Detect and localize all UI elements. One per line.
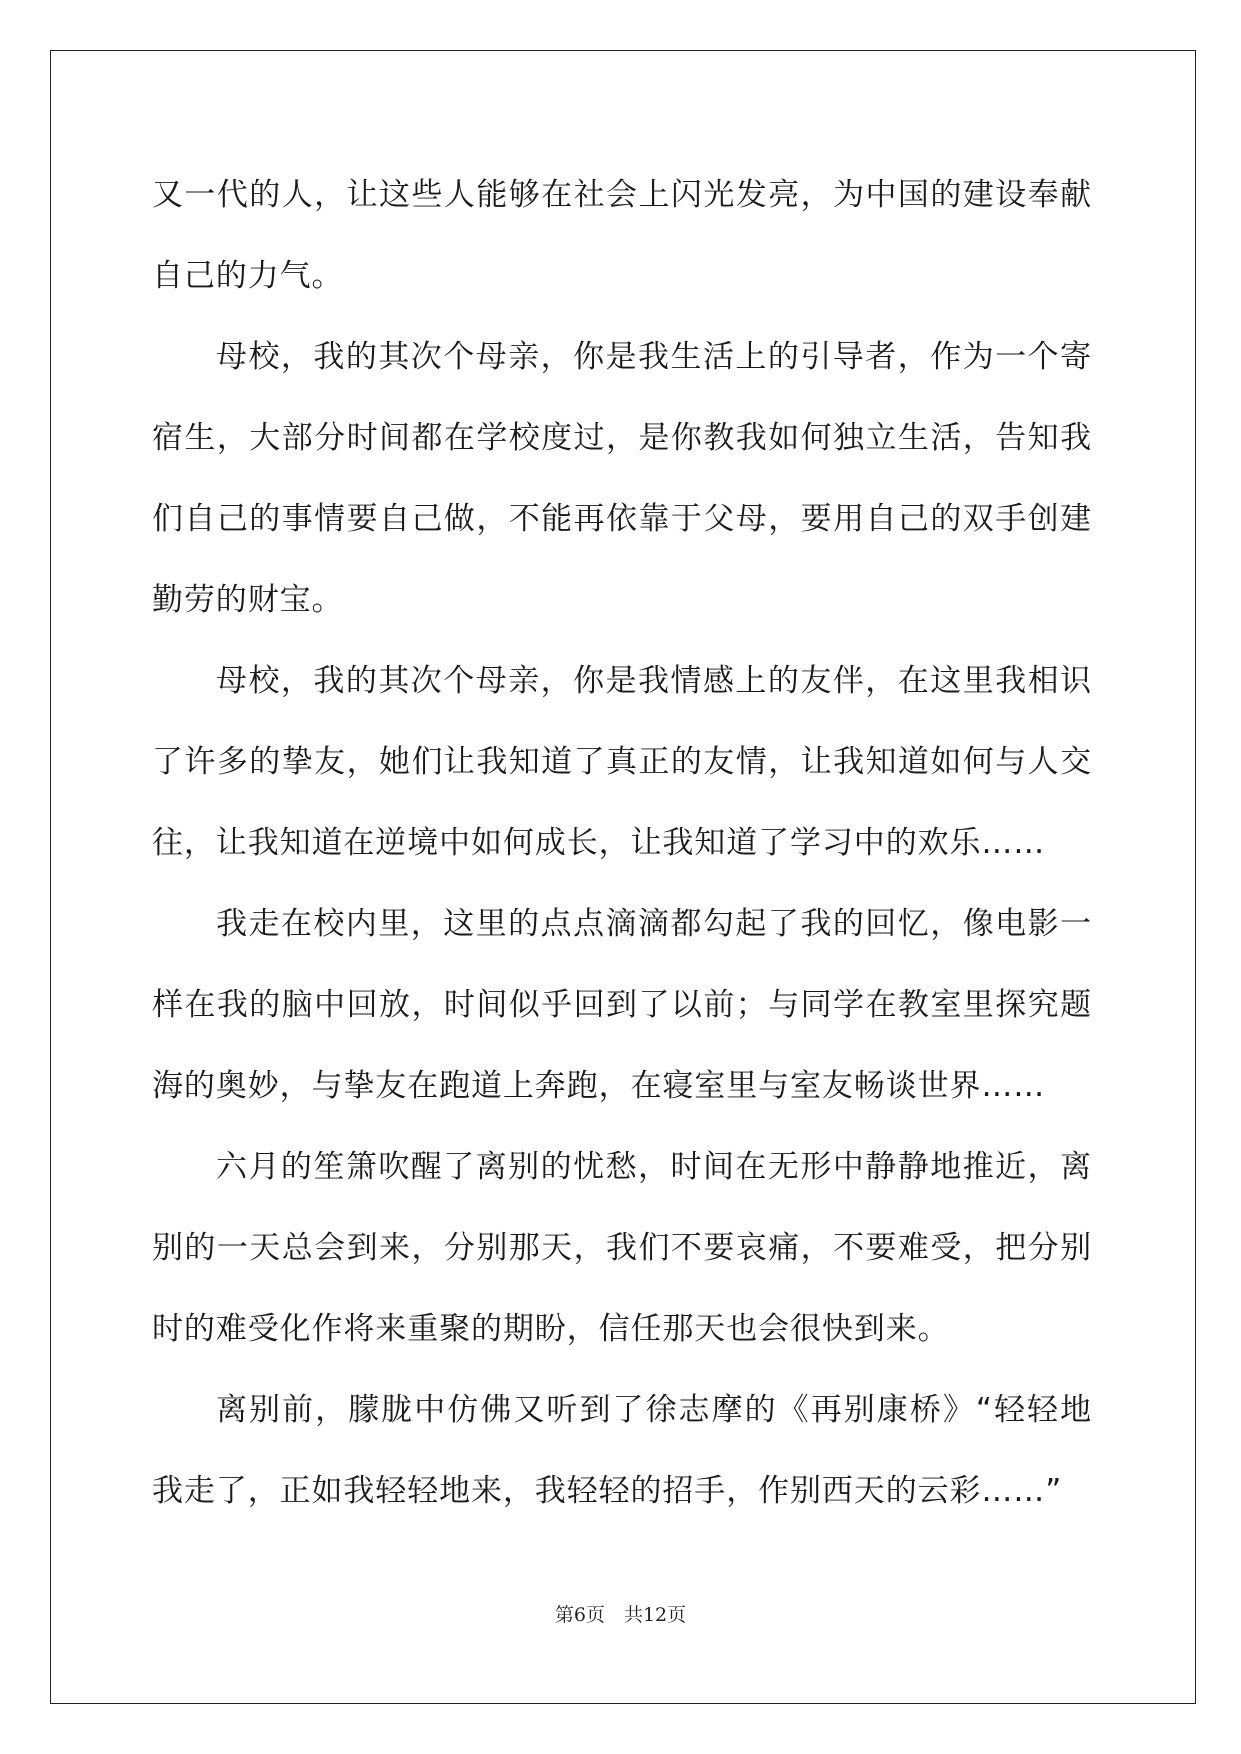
document-body [152, 155, 1092, 1532]
paragraph: 六月的笙箫吹醒了离别的忧愁，时间在无形中静静地推近，离别的一天总会到来，分别那天，我们不要哀痛，不要难受，把分别时的难受化作将来重聚的期盼，信任那天也会很快到来。 [152, 1149, 1092, 1347]
paragraph: 母校，我的其次个母亲，你是我生活上的引导者，作为一个寄宿生，大部分时间都在学校度过，是你教我如何独立生活，告知我们自己的事情要自己做，不能再依靠于父母，要用自己的双手创建勤劳的财宝。 [152, 339, 1092, 618]
page-number-footer: 第6页 共12页 [554, 1604, 687, 1626]
paragraph-continuation: 又一代的人，让这些人能够在社会上闪光发亮，为中国的建设奉献自己的力气。 [152, 177, 1092, 294]
paragraph: 离别前，朦胧中仿佛又听到了徐志摩的《再别康桥》“轻轻地我走了，正如我轻轻地来，我轻轻的招手，作别西天的云彩……” [152, 1392, 1092, 1509]
paragraph: 母校，我的其次个母亲，你是我情感上的友伴，在这里我相识了许多的挚友，她们让我知道了真正的友情，让我知道如何与人交往，让我知道在逆境中如何成长，让我知道了学习中的欢乐…… [152, 663, 1092, 861]
paragraph: 我走在校内里，这里的点点滴滴都勾起了我的回忆，像电影一样在我的脑中回放，时间似乎回到了以前；与同学在教室里探究题海的奥妙，与挚友在跑道上奔跑，在寝室里与室友畅谈世界…… [152, 906, 1092, 1104]
